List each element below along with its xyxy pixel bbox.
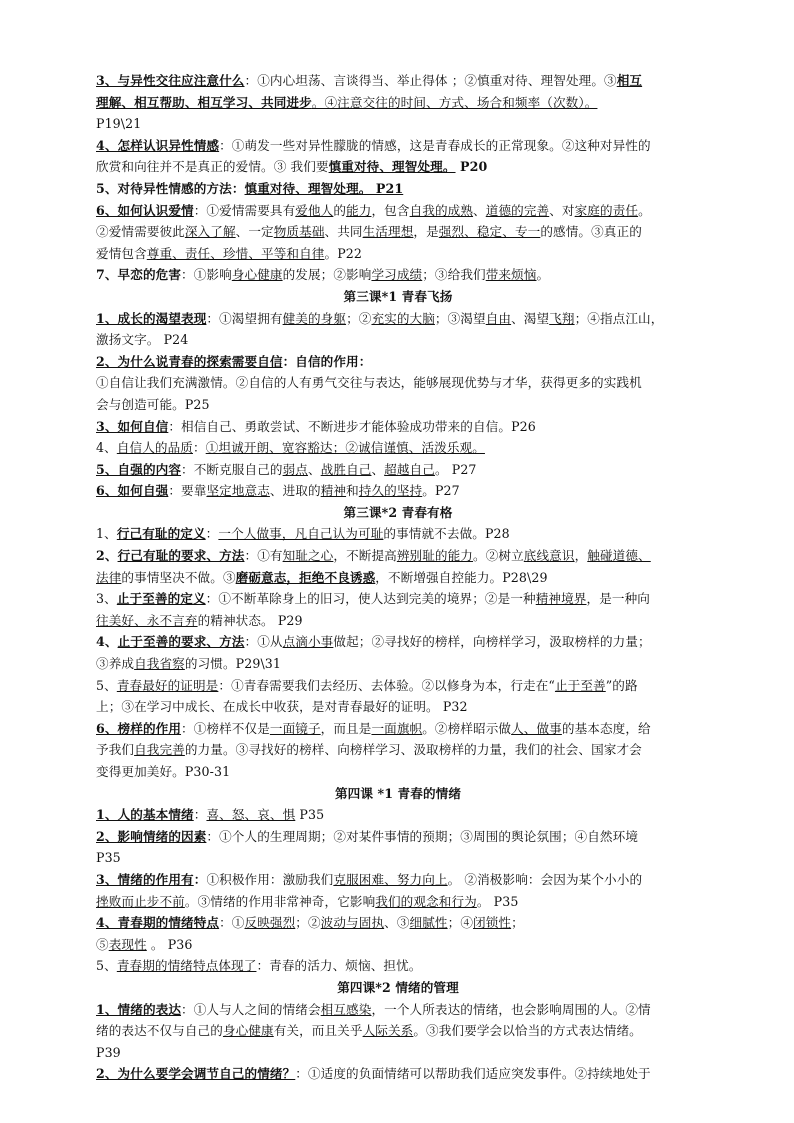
text-segment: ：①: [219, 915, 245, 931]
text-segment: 。 ②消极影响：会因为某个小小的: [447, 871, 643, 887]
text-segment: 爱情包含: [96, 245, 147, 261]
text-segment: 3、与异性交往应注意什么: [96, 73, 245, 88]
text-segment: P35: [295, 807, 325, 823]
text-segment: 辨别耻的能力: [396, 548, 474, 564]
text-line: [96, 912, 700, 934]
text-segment: ：①爱情需要具有: [193, 202, 296, 218]
text-segment: 点滴小事: [282, 634, 334, 650]
text-segment: 闭锁性: [473, 915, 512, 931]
text-segment: 自我完善: [134, 742, 185, 758]
text-line: [96, 1063, 700, 1085]
text-segment: 止于至善的定义: [116, 591, 206, 607]
text-segment: 欣赏和向往并不是真正的爱情。③ 我们要: [96, 159, 329, 175]
text-segment: ①积极作用：激励我们: [206, 871, 334, 887]
text-segment: 的习惯。P29\31: [184, 656, 282, 672]
text-segment: 学习成绩: [371, 267, 423, 283]
text-segment: 2、为什么说青春的探索需要自信: [96, 353, 283, 369]
text-segment: ：青春的活力、烦恼、担忧。: [256, 958, 422, 974]
text-segment: 爱他人: [295, 202, 334, 218]
text-segment: 、③: [384, 915, 410, 931]
text-segment: 有关，而且关乎: [273, 1023, 363, 1039]
text-line: [96, 610, 700, 632]
text-segment: 理解、相互帮助、相互学习、共同进步: [96, 94, 312, 110]
text-segment: 6、如何自强: [96, 483, 169, 499]
text-segment: 第三课*1 青春飞扬: [343, 288, 453, 304]
text-segment: 6、榜样的作用: [96, 720, 182, 736]
text-segment: ：①不断革除身上的旧习，使人达到完美的境界；②是一种: [205, 591, 536, 607]
text-segment: 尊重、责任、珍惜、平等和自律: [146, 245, 325, 261]
text-line: [96, 178, 700, 200]
text-segment: 1、人的基本情绪: [96, 807, 194, 823]
text-segment: ，不断提高: [333, 548, 397, 564]
text-segment: 自由: [485, 310, 512, 326]
text-segment: ，是一种向: [586, 591, 650, 607]
text-segment: P35: [96, 850, 121, 866]
text-segment: 。P22: [324, 245, 362, 261]
text-segment: 喜、怒、哀、惧: [206, 807, 296, 823]
text-segment: ：要靠: [168, 483, 207, 499]
text-segment: 1、: [96, 526, 117, 542]
text-line: [96, 804, 700, 826]
text-segment: 做起；②寻找好的榜样，向榜样学习，汲取榜样的力量；: [333, 634, 651, 650]
text-segment: 坚定地意志: [206, 483, 270, 499]
text-segment: 家庭的责任: [574, 202, 639, 218]
text-segment: ：自信的作用：: [282, 353, 372, 369]
text-segment: ：①渴望拥有: [206, 310, 283, 326]
text-line: [96, 869, 700, 891]
text-line: [96, 934, 700, 956]
text-segment: 充实的大脑: [371, 310, 435, 326]
text-segment: 一面旗帜: [371, 720, 423, 736]
text-line: [96, 1042, 700, 1064]
text-segment: ，而且是: [320, 720, 372, 736]
text-segment: 行己有耻的定义: [116, 526, 206, 542]
text-line: [96, 955, 700, 977]
text-segment: 。 P35: [476, 893, 519, 909]
text-segment: 慎重对待、理智处理。 P21: [244, 180, 404, 196]
section-heading: [96, 502, 700, 524]
text-segment: 触碰道德、: [587, 548, 651, 564]
text-segment: 能力: [346, 202, 372, 218]
text-segment: 自我的成熟: [409, 202, 474, 218]
text-segment: 弱点: [282, 461, 308, 477]
text-segment: 、一定: [235, 224, 274, 240]
text-segment: ，不断增强自控能力。P28\29: [375, 569, 548, 585]
text-segment: 变得更加美好。P30-31: [96, 764, 231, 779]
text-segment: 4、: [96, 440, 117, 456]
document-page: [96, 70, 700, 1085]
text-segment: ③养成: [96, 656, 135, 672]
text-segment: ；③渴望: [434, 310, 486, 326]
text-segment: ：: [205, 526, 219, 542]
text-segment: 2、影响情绪的因素: [96, 828, 207, 844]
text-line: [96, 480, 700, 502]
text-segment: 1、情绪的表达: [96, 1001, 182, 1017]
text-segment: 予我们: [96, 742, 135, 758]
text-line: [96, 394, 700, 416]
text-line: [96, 92, 700, 114]
text-segment: P20: [455, 159, 488, 175]
text-line: [96, 567, 700, 589]
text-line: [96, 156, 700, 178]
text-segment: 第三课*2 青春有格: [343, 504, 453, 520]
text-segment: 飞翔: [549, 310, 575, 326]
text-segment: 、对: [549, 202, 575, 218]
text-segment: 身心健康: [231, 267, 283, 283]
text-line: [96, 437, 700, 459]
text-segment: 法律: [96, 569, 122, 585]
text-line: [96, 308, 700, 330]
text-segment: 磨砺意志，拒绝不良诱惑: [235, 569, 376, 585]
text-segment: 的基本态度，给: [561, 720, 651, 736]
text-segment: 知耻之心: [282, 548, 334, 564]
text-segment: 。④注意交往的时间、方式、场合和频率（次数）。: [311, 94, 598, 110]
text-segment: 3、如何自信: [96, 418, 169, 434]
text-segment: 青春最好的证明是: [116, 677, 219, 693]
text-segment: P39: [96, 1044, 121, 1060]
text-segment: ：: [231, 180, 245, 196]
text-segment: ；: [511, 915, 524, 931]
text-segment: 强烈、稳定、专一: [438, 224, 541, 240]
text-segment: 第四课*2 情绪的管理: [337, 979, 459, 995]
text-segment: ：①有: [244, 548, 283, 564]
text-segment: 深入了解: [184, 224, 236, 240]
text-segment: ②爱情需要彼此: [96, 224, 185, 240]
text-segment: 自信人的品质: [116, 440, 193, 456]
text-segment: ；④指点江山，: [574, 310, 664, 326]
text-segment: ，是: [413, 224, 439, 240]
text-line: [96, 631, 700, 653]
text-segment: 、: [371, 461, 385, 477]
text-segment: 相互: [616, 73, 643, 88]
text-segment: 的: [333, 202, 347, 218]
text-line: [96, 588, 700, 610]
text-segment: 带来烦恼: [485, 267, 537, 283]
text-line: [96, 329, 700, 351]
document-body: [96, 70, 700, 1085]
text-segment: ：①影响: [181, 267, 232, 283]
text-segment: ；④: [447, 915, 474, 931]
text-segment: 。P27: [422, 483, 460, 499]
text-segment: 的发展；②影响: [282, 267, 372, 283]
text-segment: 。 P36: [146, 936, 193, 952]
text-line: [96, 459, 700, 481]
text-segment: ：①人与人之间的情绪会: [181, 1001, 321, 1017]
text-segment: 自我省察: [134, 656, 185, 672]
text-segment: 、渴望: [511, 310, 550, 326]
text-segment: 的精神状态。 P29: [197, 612, 303, 628]
text-segment: 6、如何认识爱情: [96, 202, 194, 218]
text-line: [96, 847, 700, 869]
text-line: [96, 653, 700, 675]
text-segment: 慎重对待、理智处理。: [328, 159, 456, 175]
text-segment: 我们的观念和行为: [375, 893, 477, 909]
text-segment: ；②: [295, 915, 321, 931]
text-segment: 青春期的情绪特点体现了: [116, 958, 257, 974]
text-segment: 3、情绪的作用有: [96, 871, 194, 887]
text-segment: 反映强烈: [244, 915, 296, 931]
text-segment: 5、: [96, 677, 117, 693]
text-segment: 波动与固执: [320, 915, 385, 931]
text-segment: 5、对待异性情感的方法: [96, 180, 232, 196]
text-segment: ：: [193, 807, 207, 823]
text-segment: ：不断克服自己的: [181, 461, 283, 477]
text-segment: ：①萌发一些对异性朦胧的情感，这是青春成长的正常现象。②这种对异性的: [219, 137, 651, 153]
text-segment: 、: [473, 202, 486, 218]
text-segment: 上；③在学习中成长、在成长中收获，是对青春最好的证明。 P32: [96, 699, 468, 715]
text-segment: ，: [574, 548, 588, 564]
text-segment: 克服困难、努力向上: [333, 871, 448, 887]
text-segment: ：①榜样不仅是: [181, 720, 270, 736]
text-segment: 、: [307, 461, 321, 477]
text-segment: 2、: [96, 548, 118, 564]
text-segment: 行己有耻的要求、方法: [117, 548, 245, 564]
text-segment: 道德的完善: [485, 202, 550, 218]
text-segment: ”的路: [605, 677, 638, 693]
text-segment: 、进取的: [269, 483, 321, 499]
text-segment: 底线意识: [523, 548, 575, 564]
text-segment: 。: [638, 202, 651, 218]
text-segment: ：①个人的生理周期；②对某件事情的预期；③周围的舆论氛围；④自然环境: [206, 828, 639, 844]
text-segment: 的感情。③真正的: [540, 224, 642, 240]
text-segment: 4、怎样认识异性情感: [96, 137, 220, 153]
text-segment: ，一个人所表达的情绪，也会影响周围的人。②情: [371, 1001, 651, 1017]
text-segment: 。③我们要学会以恰当的方式表达情绪。: [413, 1023, 642, 1039]
text-line: [96, 891, 700, 913]
text-segment: 健美的身躯: [282, 310, 347, 326]
text-segment: 一面镜子: [269, 720, 321, 736]
text-segment: 。③情绪的作用非常神奇，它影响: [184, 893, 376, 909]
section-heading: [96, 783, 700, 805]
text-segment: 7、早恋的危害: [96, 267, 182, 283]
text-line: [96, 221, 700, 243]
text-segment: 止于至善的要求、方法: [117, 634, 245, 650]
text-segment: ：: [193, 871, 207, 887]
text-segment: ：①内心坦荡、言谈得当、举止得体 ；②慎重对待、理智处理。③: [244, 73, 617, 88]
text-segment: 持久的坚持: [358, 483, 423, 499]
text-line: [96, 416, 700, 438]
text-line: [96, 264, 700, 286]
text-segment: ；②: [346, 310, 372, 326]
text-segment: 5、自强的内容: [96, 461, 182, 477]
text-line: [96, 826, 700, 848]
text-segment: 的事情坚决不做。③: [121, 569, 236, 585]
text-line: [96, 696, 700, 718]
text-segment: 5、: [96, 958, 117, 974]
text-line: [96, 718, 700, 740]
text-line: [96, 243, 700, 265]
text-segment: ①自信让我们充满激情。②自信的人有勇气交往与表达，能够展现优势与才华，获得更多的实践机: [96, 375, 642, 391]
text-segment: 物质基础: [273, 224, 325, 240]
text-segment: ，包含: [371, 202, 410, 218]
section-heading: [96, 286, 700, 308]
text-segment: 战胜自己: [320, 461, 372, 477]
text-line: [96, 135, 700, 157]
text-line: [96, 761, 700, 783]
text-segment: 人际关系: [362, 1023, 414, 1039]
text-line: [96, 351, 700, 373]
text-line: [96, 70, 700, 92]
text-segment: 和: [346, 483, 359, 499]
text-segment: 往美好、永不言弃: [96, 612, 198, 628]
text-line: [96, 113, 700, 135]
text-segment: 。②树立: [473, 548, 524, 564]
text-segment: 人、做事: [511, 720, 562, 736]
section-heading: [96, 977, 700, 999]
text-segment: 的力量。③寻找好的榜样、向榜样学习、汲取榜样的力量，我们的社会、国家才会: [184, 742, 642, 758]
text-segment: ：相信自己、勇敢尝试、不断进步才能体验成功带来的自信。P26: [168, 418, 536, 434]
text-line: [96, 675, 700, 697]
text-segment: 可耻: [358, 526, 384, 542]
text-segment: 会与创造可能。P25: [96, 396, 210, 412]
text-segment: ①坦诚开朗、宽容豁达；②诚信谨慎、活泼乐观。: [205, 440, 485, 456]
text-segment: 2、为什么要学会调节自己的情绪？: [96, 1066, 296, 1082]
text-segment: 相互感染: [320, 1001, 372, 1017]
text-segment: ；③给我们: [422, 267, 486, 283]
text-line: [96, 200, 700, 222]
text-line: [96, 1020, 700, 1042]
text-segment: 。: [536, 267, 550, 283]
text-segment: ：①从: [244, 634, 283, 650]
text-segment: 激扬文字。 P24: [96, 332, 189, 348]
text-segment: 。 P27: [434, 461, 477, 477]
text-segment: 挫败而: [96, 893, 135, 909]
text-line: [96, 739, 700, 761]
text-line: [96, 372, 700, 394]
text-segment: 生活理想: [362, 224, 414, 240]
text-segment: 的事情就不去做。P28: [383, 526, 510, 542]
text-segment: ：: [192, 440, 206, 456]
text-segment: 4、青春期的情绪特点: [96, 915, 220, 931]
text-segment: 精神: [320, 483, 347, 499]
text-segment: 止于至善: [554, 677, 606, 693]
text-segment: 表现性: [108, 936, 147, 952]
text-segment: 。②榜样昭示做: [422, 720, 512, 736]
text-segment: 绪的表达不仅与自己的: [96, 1023, 223, 1039]
text-segment: 身心健康: [222, 1023, 274, 1039]
text-line: [96, 545, 700, 567]
text-segment: 3、: [96, 591, 117, 607]
text-segment: 4、: [96, 634, 118, 650]
text-segment: 超越自己: [384, 461, 435, 477]
text-segment: ：①适度的负面情绪可以帮助我们适应突发事件。②持续地处于: [295, 1066, 651, 1082]
text-segment: 第四课 *1 青春的情绪: [334, 785, 462, 801]
text-segment: 一个人做事，凡自己认为: [218, 526, 359, 542]
text-segment: 细腻性: [409, 915, 448, 931]
text-line: [96, 999, 700, 1021]
text-segment: 精神境界: [535, 591, 587, 607]
text-segment: P19\21: [96, 116, 142, 132]
text-segment: ⑤: [96, 936, 109, 952]
text-segment: 、共同: [324, 224, 363, 240]
text-segment: 止步不前: [134, 893, 185, 909]
text-segment: 1、成长的渴望表现: [96, 310, 207, 326]
text-segment: ：①青春需要我们去经历、去体验。②以修身为本，行走在“: [218, 677, 555, 693]
text-line: [96, 523, 700, 545]
